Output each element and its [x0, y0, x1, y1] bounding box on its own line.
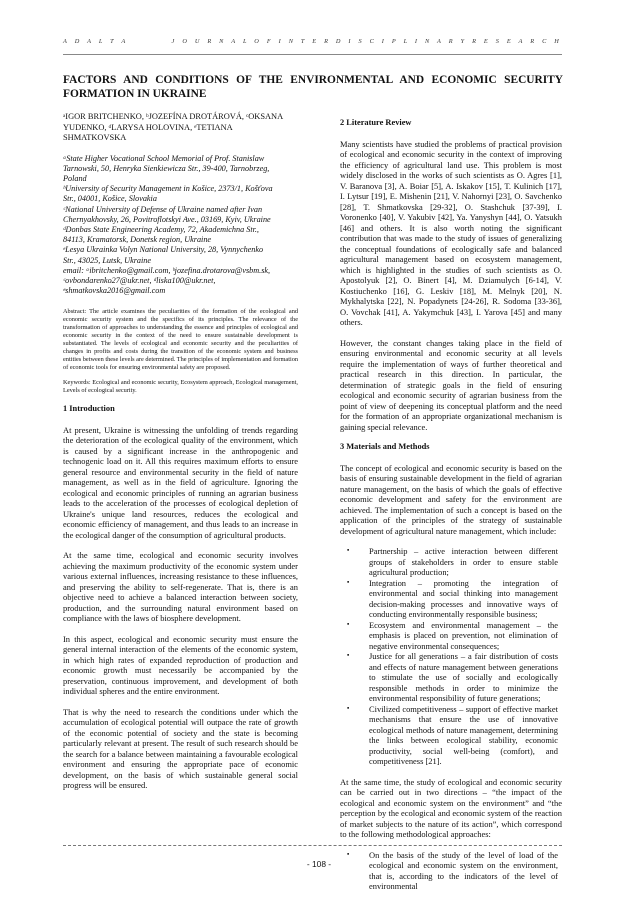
article-title: FACTORS AND CONDITIONS OF THE ENVIRONMENTAL AND ECONOMIC SECURITY FORMATION IN UKRAINE — [63, 74, 563, 100]
list-item-text: Partnership – active interaction between different groups of stakeholders in order to ensure stable agricultural production; — [369, 546, 558, 577]
page-number: - 108 - — [306, 859, 332, 869]
affiliation-line: Poland — [63, 173, 87, 183]
list-item-text: On the basis of the study of the level of load of the ecological and economic system on the environment, that is, according to the indicators of the level of environmental — [369, 849, 558, 891]
paragraph: At the same time, ecological and economic security involves achieving the maximum productivity of the economic system under various external influences, increasing resistance to these influences, and preserving the ability to self-regenerate. That is, there is an objective need to achieve a balanced interaction between society, production, and the surrounding natural environment based on compliance with the laws of biosphere development. — [63, 550, 298, 624]
paragraph: At present, Ukraine is witnessing the unfolding of trends regarding the deterioration of the ecological quality of the environment, which is caused by a significant increase in the anthropogenic and technogenic load on it. All this requires maximum efforts to ensure general resource and environmental security in the field of nature management, as well as in the field of agriculture. Ignoring the ecological and economic principles of running an agrarian business leads to the acceleration of the processes of ecological depletion of Ukraine's unique land resources, reduces the ecological and economic efficiency of management, and thus leads to an increase in the ecological danger of the consumption of agricultural products. — [63, 424, 298, 540]
bullet-icon: ▪ — [347, 547, 350, 554]
header-rule — [63, 54, 562, 55]
paragraph: In this aspect, ecological and economic security must ensure the general internal interaction of the elements of the economic system, in which high rates of expanded reproduction of production and economic growth must necessarily be accompanied by the preservation, continuous improvement, and development of both individual spheres and the entire environment. — [63, 633, 298, 697]
affiliation-line: ᶜNational University of Defense of Ukraine named after Ivan — [63, 204, 263, 214]
authors-line-3: SHMATKOVSKA — [63, 133, 127, 142]
list-item-text: Integration – promoting the integration of environmental and social thinking into management decision-making processes and innovative ways of conducting environmentally responsible business; — [369, 577, 558, 619]
list-item — [340, 704, 562, 767]
study-paragraph: At the same time, the study of ecological and economic security can be carried out in two directions – “the impact of the ecological and economic system on the environment” and “the perception by the ecological and economic system of the reaction of market subjects to the nature of its action”, which correspond to the following methodological approaches: — [340, 776, 562, 839]
authors — [63, 112, 298, 144]
affiliation-line: ᶜovbondarenko27@ukr.net, ᵈliska100@ukr.net, — [63, 275, 216, 285]
abstract: Abstract: The article examines the peculiarities of the formation of the ecological and economic security system and the specifics of its principles. The relevance of the transformation of approaches to understanding the essence and principles of ecological and economic security in the context of the need to ensure sustainable development is substantiated. The levels of ecological and economic security and the peculiarities of changes in profits and costs during the transition of the economic system and business entities between these levels are determined. The principles of implementation and formation of economic tools for ensuring environmental safety are proposed. — [63, 308, 298, 371]
list-item-text: Civilized competitiveness – support of effective market mechanisms that ensure the use of innovative ecological methods of nature management, determining the links between ecological stability, economic productivity, social well-being (comfort), and competitiveness [21]. — [369, 703, 558, 766]
affiliation-line: ᵉLesya Ukrainka Volyn National University, 28, Vynnychenko — [63, 245, 264, 255]
list-item — [340, 850, 562, 892]
keywords: Keywords: Ecological and economic security, Ecosystem approach, Ecological management, Levels of ecological security. — [63, 378, 298, 394]
section-heading-introduction: 1 Introduction — [63, 404, 115, 414]
list-item — [340, 620, 562, 652]
footer-rule — [63, 845, 562, 846]
bullet-icon: ▪ — [347, 620, 350, 628]
list-item — [340, 546, 562, 578]
journal-header-left: A D A L T A — [63, 38, 129, 45]
journal-header-right: J O U R N A L O F I N T E R D I S C I P L I N A R Y R E S E A R C H — [171, 38, 562, 45]
right-column — [340, 112, 562, 902]
affiliation-line: ᵇUniversity of Security Management in Košice, 2373/1, Košťova — [63, 184, 273, 194]
left-column — [63, 112, 298, 801]
list-item — [340, 578, 562, 620]
affiliation-line: Str., 04001, Košice, Slovakia — [63, 194, 157, 204]
introduction-body — [63, 425, 298, 791]
approaches-list — [340, 850, 562, 892]
methods-paragraph: The concept of ecological and economic security is based on the basis of ensuring sustainable development in the field of agrarian nature management, on the basis of which the goals of effective economic development and safety for the environment are achieved. The implementation of such a concept is based on the application of the principles of the strategy of sustainable development of agricultural nature management, which include: — [340, 462, 562, 536]
bullet-icon: ▪ — [347, 704, 350, 712]
affiliation-line: Str., 43025, Lutsk, Ukraine — [63, 255, 152, 265]
list-item-text: Justice for all generations – a fair distribution of costs and effects of nature management between generations to stimulate the use of socially and ecologically responsible methods in order to minimize the environmental responsibility of future generations; — [369, 651, 558, 703]
affiliation-line: Chernyakhovsky, 26, Povitroflotskyi Ave., 03169, Kyiv, Ukraine — [63, 214, 271, 224]
affiliation-line: ᵈDonbas State Engineering Academy, 72, Akademichna Str., — [63, 224, 259, 234]
principles-list — [340, 546, 562, 767]
affiliation-line: ᵉshmatkovska2016@gmail.com — [63, 286, 166, 296]
bullet-icon: ▪ — [347, 578, 350, 586]
authors-line-1: ᵃIGOR BRITCHENKO, ᵇJOZEFÍNA DROTÁROVÁ, ᶜOKSANA — [63, 112, 284, 121]
authors-line-2: YUDENKO, ᵈLARYSA HOLOVINA, ᵉTETIANA — [63, 122, 233, 132]
literature-body — [340, 139, 562, 433]
section-heading-literature: 2 Literature Review — [340, 118, 412, 127]
affiliation-line: email: ᵃibritchenko@gmail.com, ᵇjozefina.drotarova@vsbm.sk, — [63, 265, 271, 275]
affiliation-line: 84113, Kramatorsk, Donetsk region, Ukraine — [63, 235, 212, 245]
list-item-text: Ecosystem and environmental management – the emphasis is placed on prevention, not elimination of negative environmental consequences; — [369, 619, 558, 651]
affiliations — [63, 154, 298, 297]
paragraph: However, the constant changes taking place in the field of ensuring environmental and economic security at all levels require the implementation of ways of further theoretical and practical research in this direction. In particular, the determination of strategic goals in the field of ensuring ecological and economic security of agrarian business from the point of view of deepening its conceptual platform and the need for the formation of an appropriate organizational mechanism is gaining special relevance. — [340, 337, 562, 432]
list-item — [340, 651, 562, 704]
paragraph: That is why the need to research the conditions under which the accumulation of ecological potential will outpace the rate of growth of the economic potential of society and the state is becoming particularly relevant at present. The result of such research should be the search for a balance between maintaining a favourable ecological environment and ensuring the appropriate pace of economic development, on the basis of which sustainable general social progress will be ensured. — [63, 706, 298, 791]
affiliation-line: ᵃState Higher Vocational School Memorial of Prof. Stanislaw — [63, 153, 265, 163]
section-heading-methods: 3 Materials and Methods — [340, 442, 430, 451]
paragraph: Many scientists have studied the problems of practical provision of ecological and economic security in the context of improving the efficiency of agricultural land use. This problem is most widely disclosed in the works of such scientists as O. Agres [1], V. Baranova [3], A. Boiar [5], A. Iskakov [15], T. Kulinich [17], I. Lytsur [19], E. Mishenin [21], V. Nahornyi [23], O. Savchenko [28], T. Shmatkovska [29-32], O. Stashchuk [37-39], I. Voronenko [40], V. Yakubiv [42], Ya. Yanyshyn [44], O. Yatsukh [46] and others. It is also worth noting the significant contribution that was made to the study of issues of generalizing the conceptual foundations of ecologically safe and balanced agricultural management based on ecosystem management, which is highlighted in the studies of such scientists as O. Apostolyuk [2], O. Binert [4], M. Dziamulych [6-14], V. Kostiuchenko [16], G. Leskiv [18], M. Melnyk [20], N. Mykhalytska [22], N. Popadynets [24-26], R. Sodoma [33-36], O. Vovchak [41], A. Yakymchuk [43], I. Yarova [45] and many others. — [340, 138, 562, 327]
bullet-icon: ▪ — [347, 652, 350, 659]
bullet-icon: ▪ — [347, 850, 350, 858]
affiliation-line: Tarnowski, 50, Henryka Sienkiewicza Str., 39-400, Tarnobrzeg, — [63, 163, 270, 173]
